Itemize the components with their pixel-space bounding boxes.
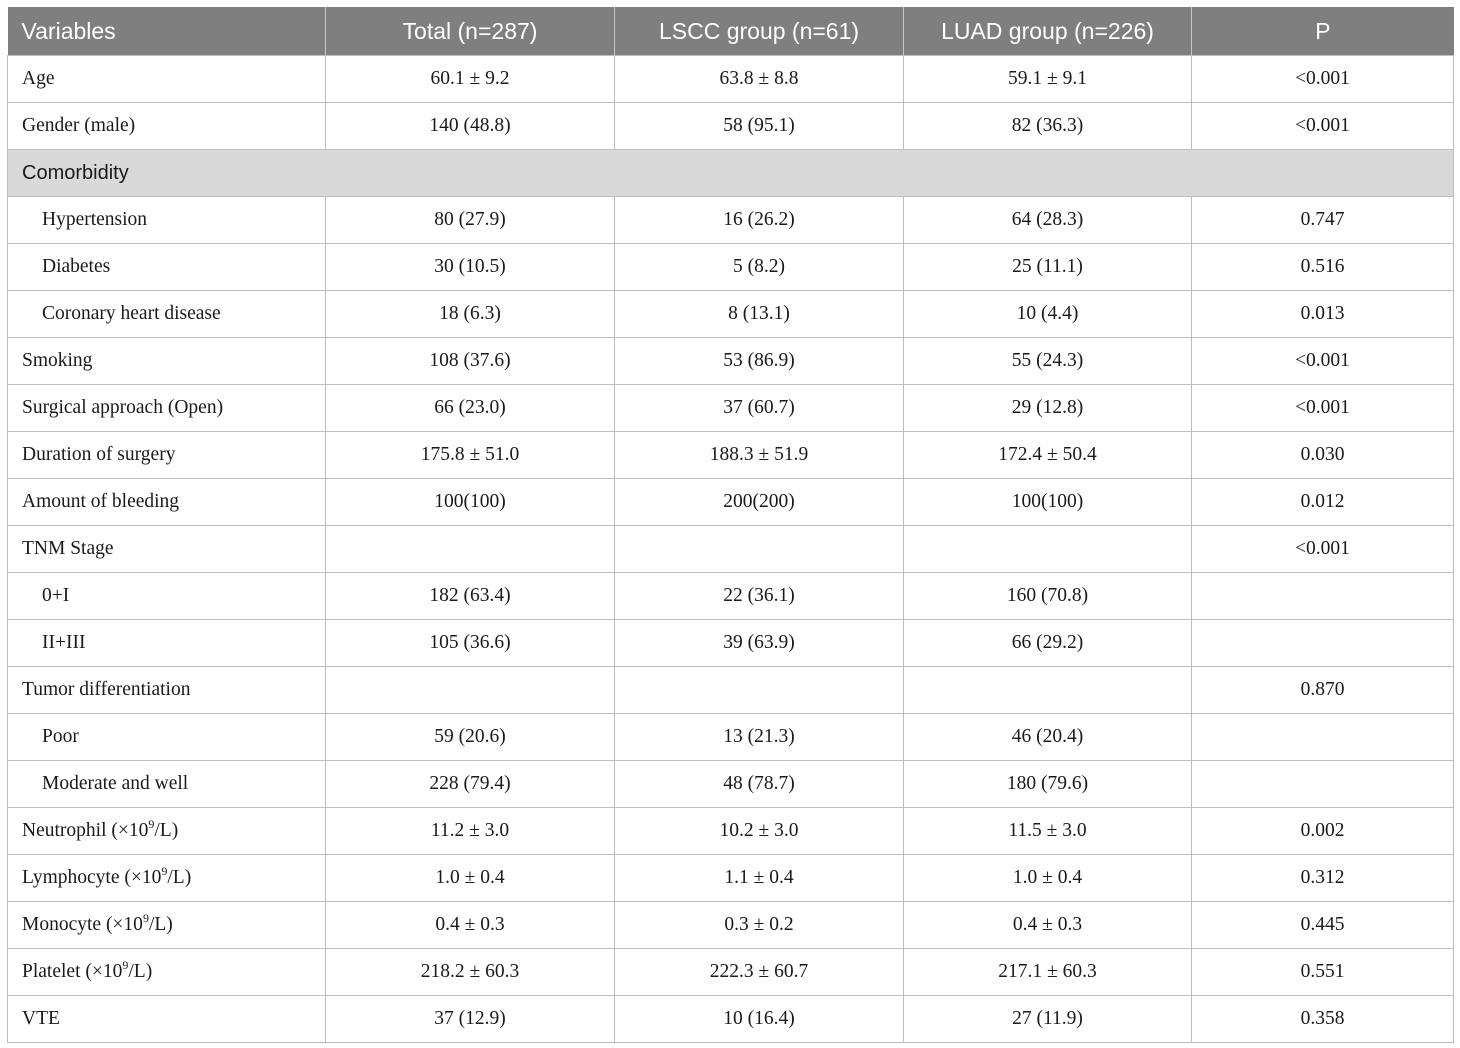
row-label-unit: /L) xyxy=(167,867,192,888)
cell-p: 0.012 xyxy=(1192,479,1454,526)
data-table xyxy=(7,7,1454,1043)
cell-lscc xyxy=(615,526,904,573)
table-row xyxy=(8,902,1454,949)
table-row xyxy=(8,103,1454,150)
cell-p: 0.358 xyxy=(1192,996,1454,1043)
cell-total: 11.2 ± 3.0 xyxy=(326,808,615,855)
cell-lscc: 222.3 ± 60.7 xyxy=(615,949,904,996)
cell-lscc: 39 (63.9) xyxy=(615,620,904,667)
cell-luad: 1.0 ± 0.4 xyxy=(904,855,1192,902)
table-row xyxy=(8,385,1454,432)
cell-total: 175.8 ± 51.0 xyxy=(326,432,615,479)
cell-total: 66 (23.0) xyxy=(326,385,615,432)
row-label: Tumor differentiation xyxy=(8,667,326,714)
cell-luad: 66 (29.2) xyxy=(904,620,1192,667)
cell-p xyxy=(1192,573,1454,620)
cell-total: 182 (63.4) xyxy=(326,573,615,620)
row-label: Coronary heart disease xyxy=(8,291,326,338)
table-header xyxy=(8,7,1454,56)
row-label: Amount of bleeding xyxy=(8,479,326,526)
table-body xyxy=(8,56,1454,1043)
cell-luad: 27 (11.9) xyxy=(904,996,1192,1043)
cell-p: <0.001 xyxy=(1192,103,1454,150)
header-row xyxy=(8,7,1454,56)
cell-luad: 0.4 ± 0.3 xyxy=(904,902,1192,949)
cell-p: 0.002 xyxy=(1192,808,1454,855)
cell-lscc: 10 (16.4) xyxy=(615,996,904,1043)
cell-total: 0.4 ± 0.3 xyxy=(326,902,615,949)
row-label: Smoking xyxy=(8,338,326,385)
cell-lscc: 10.2 ± 3.0 xyxy=(615,808,904,855)
cell-total: 228 (79.4) xyxy=(326,761,615,808)
header-total: Total (n=287) xyxy=(326,7,615,56)
row-label: Gender (male) xyxy=(8,103,326,150)
cell-lscc: 53 (86.9) xyxy=(615,338,904,385)
cell-luad xyxy=(904,526,1192,573)
table-row xyxy=(8,620,1454,667)
row-label xyxy=(8,902,326,949)
cell-p xyxy=(1192,761,1454,808)
row-label xyxy=(8,808,326,855)
cell-luad: 180 (79.6) xyxy=(904,761,1192,808)
cell-lscc: 200(200) xyxy=(615,479,904,526)
cell-p xyxy=(1192,620,1454,667)
section-row xyxy=(8,150,1454,197)
table-row xyxy=(8,855,1454,902)
cell-p: 0.030 xyxy=(1192,432,1454,479)
cell-p: <0.001 xyxy=(1192,56,1454,103)
table-row xyxy=(8,761,1454,808)
row-label: II+III xyxy=(8,620,326,667)
cell-total: 140 (48.8) xyxy=(326,103,615,150)
table-row xyxy=(8,526,1454,573)
cell-total xyxy=(326,526,615,573)
cell-luad: 55 (24.3) xyxy=(904,338,1192,385)
section-label: Comorbidity xyxy=(8,150,1454,197)
row-label-text: Monocyte (×10 xyxy=(22,914,143,935)
row-label: Duration of surgery xyxy=(8,432,326,479)
superscript-exponent: 9 xyxy=(148,816,155,831)
row-label-unit: /L) xyxy=(148,914,173,935)
header-p: P xyxy=(1192,7,1454,56)
table-row xyxy=(8,714,1454,761)
table-row xyxy=(8,197,1454,244)
row-label: Surgical approach (Open) xyxy=(8,385,326,432)
row-label: Hypertension xyxy=(8,197,326,244)
cell-total: 80 (27.9) xyxy=(326,197,615,244)
cell-lscc: 63.8 ± 8.8 xyxy=(615,56,904,103)
cell-luad: 100(100) xyxy=(904,479,1192,526)
cell-total: 100(100) xyxy=(326,479,615,526)
cell-luad xyxy=(904,667,1192,714)
cell-p: 0.516 xyxy=(1192,244,1454,291)
table-row xyxy=(8,667,1454,714)
cell-p: 0.870 xyxy=(1192,667,1454,714)
row-label xyxy=(8,949,326,996)
cell-luad: 10 (4.4) xyxy=(904,291,1192,338)
table-row xyxy=(8,338,1454,385)
cell-luad: 172.4 ± 50.4 xyxy=(904,432,1192,479)
cell-p: <0.001 xyxy=(1192,338,1454,385)
cell-luad: 46 (20.4) xyxy=(904,714,1192,761)
cell-lscc: 188.3 ± 51.9 xyxy=(615,432,904,479)
cell-p: 0.312 xyxy=(1192,855,1454,902)
cell-lscc: 58 (95.1) xyxy=(615,103,904,150)
cell-lscc: 1.1 ± 0.4 xyxy=(615,855,904,902)
row-label: Poor xyxy=(8,714,326,761)
row-label: Moderate and well xyxy=(8,761,326,808)
header-luad: LUAD group (n=226) xyxy=(904,7,1192,56)
table-row xyxy=(8,432,1454,479)
table-row xyxy=(8,56,1454,103)
row-label-unit: /L) xyxy=(128,961,153,982)
cell-lscc xyxy=(615,667,904,714)
row-label-text: Lymphocyte (×10 xyxy=(22,867,162,888)
row-label-text: Neutrophil (×10 xyxy=(22,820,149,841)
cell-luad: 25 (11.1) xyxy=(904,244,1192,291)
cell-total: 59 (20.6) xyxy=(326,714,615,761)
cell-total: 37 (12.9) xyxy=(326,996,615,1043)
cell-lscc: 8 (13.1) xyxy=(615,291,904,338)
row-label: Age xyxy=(8,56,326,103)
cell-lscc: 16 (26.2) xyxy=(615,197,904,244)
table-row xyxy=(8,573,1454,620)
cell-luad: 82 (36.3) xyxy=(904,103,1192,150)
cell-p: <0.001 xyxy=(1192,526,1454,573)
header-lscc: LSCC group (n=61) xyxy=(615,7,904,56)
cell-luad: 11.5 ± 3.0 xyxy=(904,808,1192,855)
table-row xyxy=(8,479,1454,526)
row-label: 0+I xyxy=(8,573,326,620)
cell-total: 1.0 ± 0.4 xyxy=(326,855,615,902)
cell-p: 0.747 xyxy=(1192,197,1454,244)
row-label-unit: /L) xyxy=(154,820,179,841)
header-variables: Variables xyxy=(8,7,326,56)
superscript-exponent: 9 xyxy=(142,910,149,925)
row-label xyxy=(8,855,326,902)
cell-luad: 217.1 ± 60.3 xyxy=(904,949,1192,996)
superscript-exponent: 9 xyxy=(161,863,168,878)
cell-total: 18 (6.3) xyxy=(326,291,615,338)
cell-lscc: 37 (60.7) xyxy=(615,385,904,432)
table-container xyxy=(7,7,1453,1043)
cell-luad: 64 (28.3) xyxy=(904,197,1192,244)
table-row xyxy=(8,996,1454,1043)
cell-p: 0.445 xyxy=(1192,902,1454,949)
cell-lscc: 13 (21.3) xyxy=(615,714,904,761)
cell-luad: 29 (12.8) xyxy=(904,385,1192,432)
row-label: VTE xyxy=(8,996,326,1043)
cell-total: 30 (10.5) xyxy=(326,244,615,291)
cell-luad: 59.1 ± 9.1 xyxy=(904,56,1192,103)
cell-lscc: 22 (36.1) xyxy=(615,573,904,620)
table-row xyxy=(8,808,1454,855)
cell-lscc: 48 (78.7) xyxy=(615,761,904,808)
table-row xyxy=(8,291,1454,338)
cell-lscc: 0.3 ± 0.2 xyxy=(615,902,904,949)
cell-total xyxy=(326,667,615,714)
cell-total: 105 (36.6) xyxy=(326,620,615,667)
table-row xyxy=(8,949,1454,996)
cell-p: 0.551 xyxy=(1192,949,1454,996)
row-label: TNM Stage xyxy=(8,526,326,573)
cell-lscc: 5 (8.2) xyxy=(615,244,904,291)
cell-luad: 160 (70.8) xyxy=(904,573,1192,620)
cell-p: <0.001 xyxy=(1192,385,1454,432)
cell-total: 218.2 ± 60.3 xyxy=(326,949,615,996)
cell-total: 108 (37.6) xyxy=(326,338,615,385)
superscript-exponent: 9 xyxy=(122,957,129,972)
cell-total: 60.1 ± 9.2 xyxy=(326,56,615,103)
cell-p: 0.013 xyxy=(1192,291,1454,338)
cell-p xyxy=(1192,714,1454,761)
table-row xyxy=(8,244,1454,291)
row-label: Diabetes xyxy=(8,244,326,291)
row-label-text: Platelet (×10 xyxy=(22,961,123,982)
